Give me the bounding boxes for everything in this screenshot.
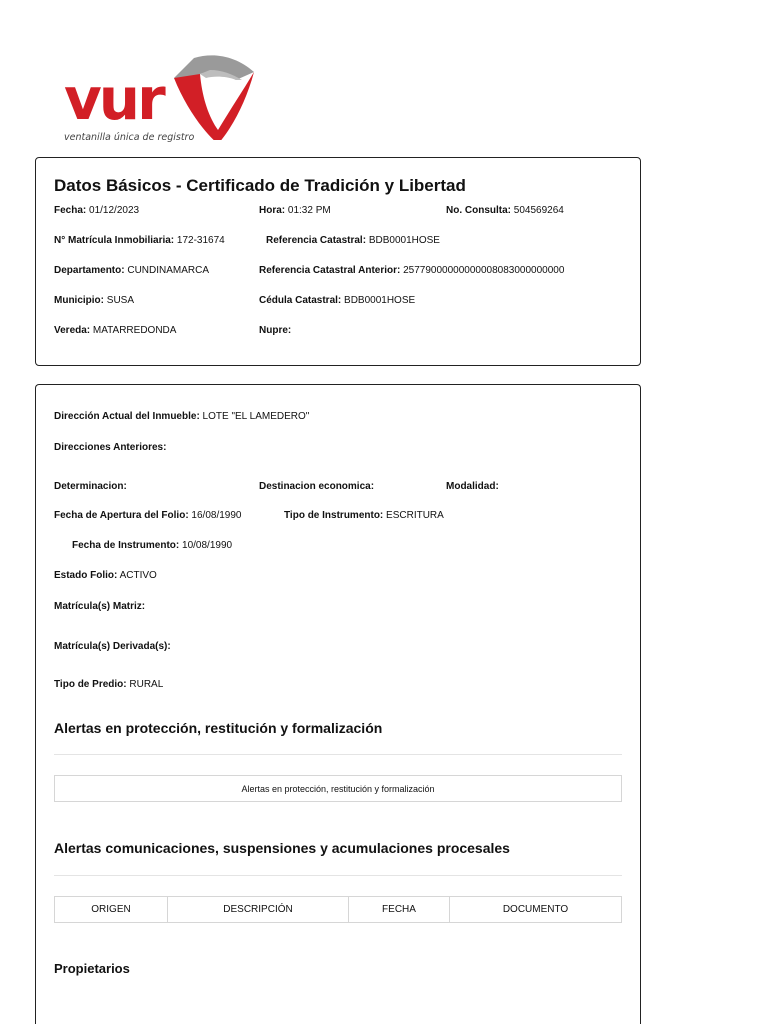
matricula-matriz-field: Matrícula(s) Matriz: — [54, 601, 146, 612]
column-header-documento: DOCUMENTO — [502, 904, 569, 915]
departamento-field: Departamento: CUNDINAMARCA — [54, 265, 210, 276]
alertas-table-header — [54, 896, 622, 923]
direccion-field: Dirección Actual del Inmueble: LOTE "EL LAMEDERO" — [54, 411, 310, 422]
column-header-descripcion: DESCRIPCIÓN — [168, 897, 349, 922]
alertas-comunicaciones-heading: Alertas comunicaciones, suspensiones y acumulaciones procesales — [54, 840, 510, 856]
logo-wordmark: vur — [64, 65, 163, 133]
vur-logo — [60, 48, 260, 148]
tipo-instrumento-field: Tipo de Instrumento: ESCRITURA — [284, 510, 444, 521]
tipo-predio-field: Tipo de Predio: RURAL — [54, 679, 164, 690]
hora-field: Hora: 01:32 PM — [259, 205, 331, 216]
apertura-field: Fecha de Apertura del Folio: 16/08/1990 — [54, 510, 242, 521]
direcciones-anteriores-field: Direcciones Anteriores: — [54, 442, 167, 453]
fecha-field: Fecha: 01/12/2023 — [54, 205, 140, 216]
estado-folio-field: Estado Folio: ACTIVO — [54, 570, 157, 581]
cedula-catastral-field: Cédula Catastral: BDB0001HOSE — [259, 295, 416, 306]
propietarios-heading: Propietarios — [54, 961, 130, 976]
matricula-derivada-field: Matrícula(s) Derivada(s): — [54, 641, 171, 652]
basic-data-title: Datos Básicos - Certificado de Tradición y Libertad — [54, 176, 466, 195]
nupre-field: Nupre: — [259, 325, 292, 336]
municipio-field: Municipio: SUSA — [54, 295, 135, 306]
modalidad-field: Modalidad: — [446, 481, 499, 492]
consulta-field: No. Consulta: 504569264 — [446, 205, 564, 216]
referencia-catastral-field: Referencia Catastral: BDB0001HOSE — [266, 235, 440, 246]
vereda-field: Vereda: MATARREDONDA — [54, 325, 177, 336]
divider — [54, 875, 622, 876]
matricula-field: N° Matrícula Inmobiliaria: 172-31674 — [54, 235, 225, 246]
property-detail-card — [35, 384, 641, 1024]
alertas-proteccion-heading: Alertas en protección, restitución y formalización — [54, 720, 383, 736]
fecha-instrumento-field: Fecha de Instrumento: 10/08/1990 — [72, 540, 233, 551]
logo-subtitle: ventanilla única de registro — [64, 132, 195, 143]
logo-checkmark-icon — [166, 50, 256, 140]
determinacion-field: Determinacion: — [54, 481, 127, 492]
referencia-catastral-anterior-field: Referencia Catastral Anterior: 25779000000000008083000000000 — [259, 265, 565, 276]
basic-data-card — [35, 157, 641, 366]
column-header-origen: ORIGEN — [55, 897, 168, 922]
column-header-fecha: FECHA — [349, 897, 450, 922]
alertas-proteccion-box: Alertas en protección, restitución y formalización — [54, 775, 622, 802]
divider — [54, 754, 622, 755]
destinacion-field: Destinacion economica: — [259, 481, 375, 492]
